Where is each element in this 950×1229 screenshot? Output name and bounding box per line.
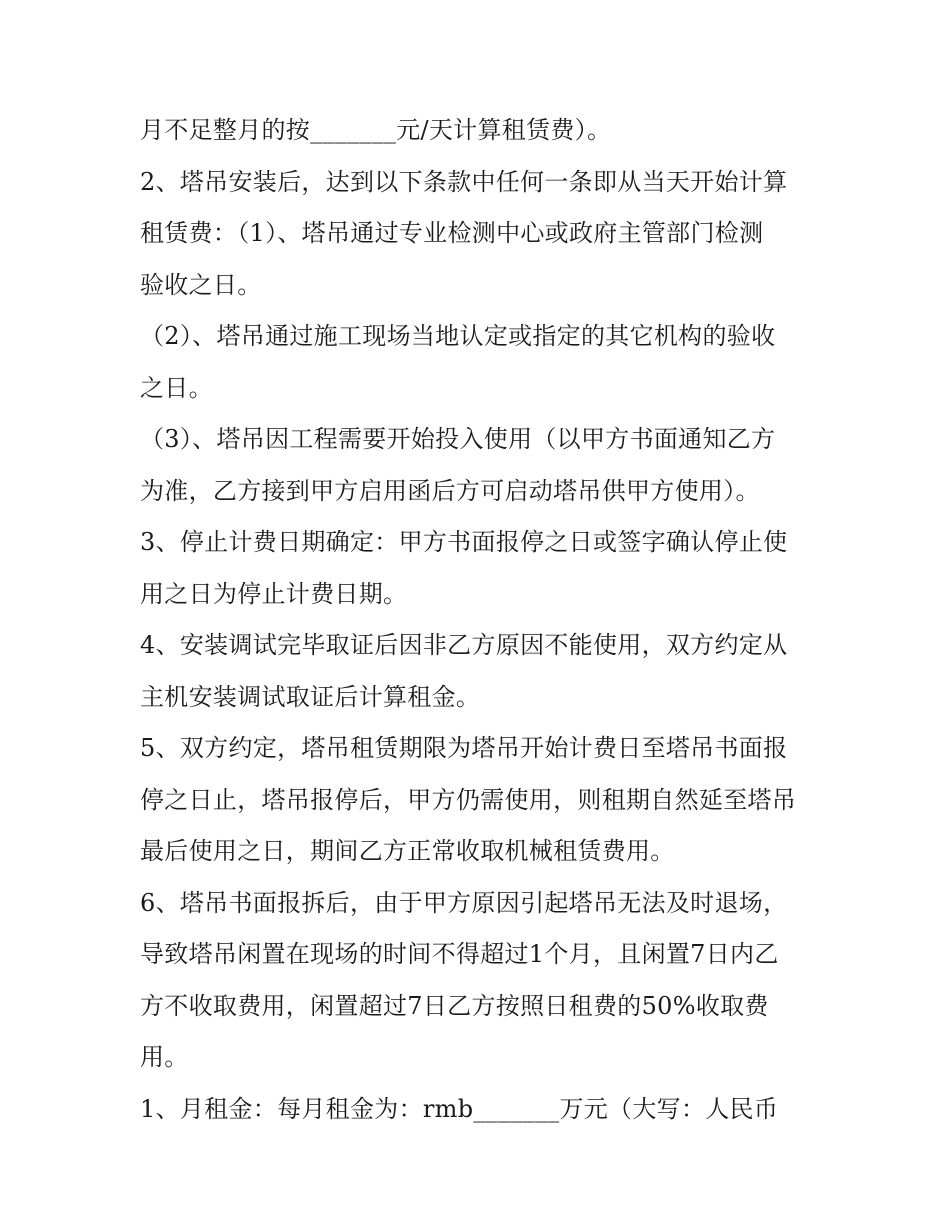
text-line-1: 月不足整月的按_______元/天计算租赁费）。: [140, 116, 612, 144]
text-line-18: 方不收取费用，闲置超过7日乙方按照日租费的50%收取费: [140, 991, 769, 1020]
text-line-8: 为准，乙方接到甲方启用函后方可启动塔吊供甲方使用）。: [140, 476, 760, 505]
text-line-17: 导致塔吊闲置在现场的时间不得超过1个月，且闲置7日内乙: [140, 940, 779, 968]
text-line-11: 4、安装调试完毕取证后因非乙方原因不能使用，双方约定从: [140, 631, 788, 659]
text-line-9: 3、停止计费日期确定：甲方书面报停之日或签字确认停止使: [140, 528, 788, 556]
text-line-19: 用。: [140, 1043, 189, 1071]
text-line-13: 5、双方约定，塔吊租赁期限为塔吊开始计费日至塔吊书面报: [140, 734, 788, 762]
text-line-6: 之日。: [140, 373, 213, 402]
text-line-15: 最后使用之日，期间乙方正常收取机械租赁费用。: [140, 837, 675, 865]
text-line-12: 主机安装调试取证后计算租金。: [140, 682, 481, 711]
text-line-20: 1、月租金：每月租金为：rmb_______万元（大写：人民币: [140, 1094, 779, 1123]
text-line-14: 停之日止，塔吊报停后，甲方仍需使用，则租期自然延至塔吊: [140, 785, 797, 814]
text-line-3: 租赁费：（1）、塔吊通过专业检测中心或政府主管部门检测: [140, 219, 764, 247]
text-line-16: 6、塔吊书面报拆后，由于甲方原因引起塔吊无法及时退场，: [140, 888, 788, 917]
text-line-5: （2）、塔吊通过施工现场当地认定或指定的其它机构的验收: [140, 322, 776, 350]
text-line-10: 用之日为停止计费日期。: [140, 579, 408, 608]
text-line-2: 2、塔吊安装后，达到以下条款中任何一条即从当天开始计算: [140, 167, 788, 196]
document-body: [140, 105, 820, 1135]
text-line-7: （3）、塔吊因工程需要开始投入使用（以甲方书面通知乙方: [140, 425, 776, 453]
text-line-4: 验收之日。: [140, 270, 262, 299]
